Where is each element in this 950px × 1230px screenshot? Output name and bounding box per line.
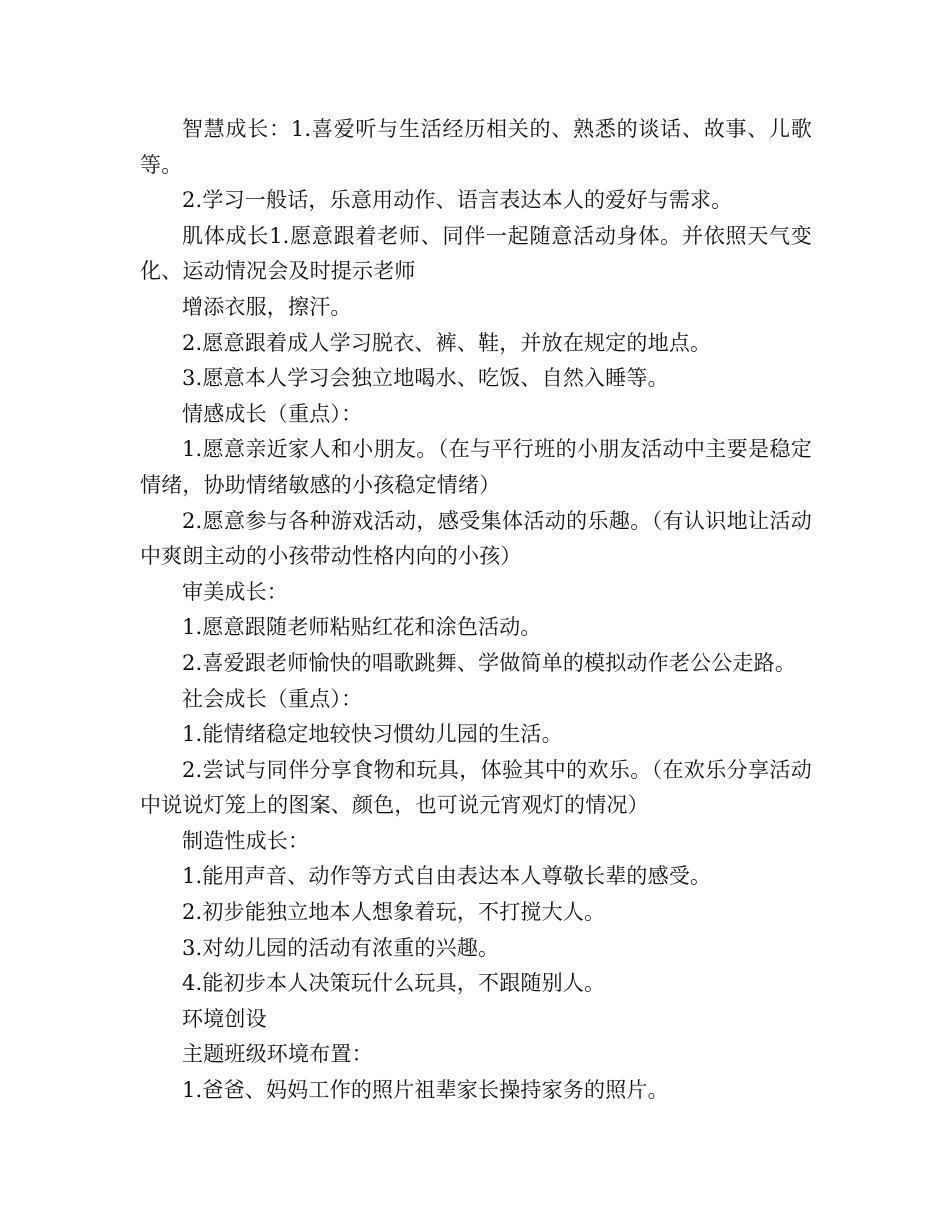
paragraph-creative-goal-1: 1.能用声音、动作等方式自由表达本人尊敬长辈的感受。 [182,864,712,889]
document-body [140,112,812,1109]
paragraph-creative-goal-4: 4.能初步本人决策玩什么玩具，不跟随别人。 [182,971,606,996]
paragraph-aesthetic-goal-2: 2.喜爱跟老师愉快的唱歌跳舞、学做简单的模拟动作老公公走路。 [182,650,797,675]
paragraph-social-goal-2: 2.尝试与同伴分享食物和玩具，体验其中的欢乐。（在欢乐分享活动中说说灯笼上的图案、颜色，也可说元宵观灯的情况） [140,757,812,818]
heading-creative-growth: 制造性成长： [182,828,310,853]
paragraph-environment-item-1: 1.爸爸、妈妈工作的照片祖辈家长操持家务的照片。 [182,1078,669,1103]
paragraph-physical-goal-1: 肌体成长1.愿意跟着老师、同伴一起随意活动身体。并依照天气变化、运动情况会及时提示老师 [140,223,812,284]
paragraph-social-goal-1: 1.能情绪稳定地较快习惯幼儿园的生活。 [182,722,563,747]
heading-social-growth: 社会成长（重点）： [182,686,363,711]
paragraph-intellect-goal-1: 智慧成长：1.喜爱听与生活经历相关的、熟悉的谈话、故事、儿歌等。 [140,117,812,177]
paragraph-creative-goal-2: 2.初步能独立地本人想象着玩，不打搅大人。 [182,900,606,925]
heading-class-environment: 主题班级环境布置： [182,1042,373,1067]
paragraph-emotional-goal-2: 2.愿意参与各种游戏活动，感受集体活动的乐趣。（有认识地让活动中爽朗主动的小孩带动性格内向的小孩） [140,508,812,569]
heading-emotional-growth: 情感成长（重点）： [182,401,363,426]
paragraph-aesthetic-goal-1: 1.愿意跟随老师粘贴红花和涂色活动。 [182,615,542,640]
paragraph-physical-goal-1-cont: 增添衣服，擦汗。 [182,294,352,319]
paragraph-intellect-goal-2: 2.学习一般话，乐意用动作、语言表达本人的爱好与需求。 [182,188,733,213]
heading-aesthetic-growth: 审美成长： [182,579,288,604]
paragraph-creative-goal-3: 3.对幼儿园的活动有浓重的兴趣。 [182,935,500,960]
paragraph-emotional-goal-1: 1.愿意亲近家人和小朋友。（在与平行班的小朋友活动中主要是稳定情绪，协助情绪敏感的小孩稳定情绪） [140,437,812,497]
heading-environment-setup: 环境创设 [182,1006,267,1031]
paragraph-physical-goal-2: 2.愿意跟着成人学习脱衣、裤、鞋，并放在规定的地点。 [182,330,712,355]
paragraph-physical-goal-3: 3.愿意本人学习会独立地喝水、吃饭、自然入睡等。 [182,366,669,391]
